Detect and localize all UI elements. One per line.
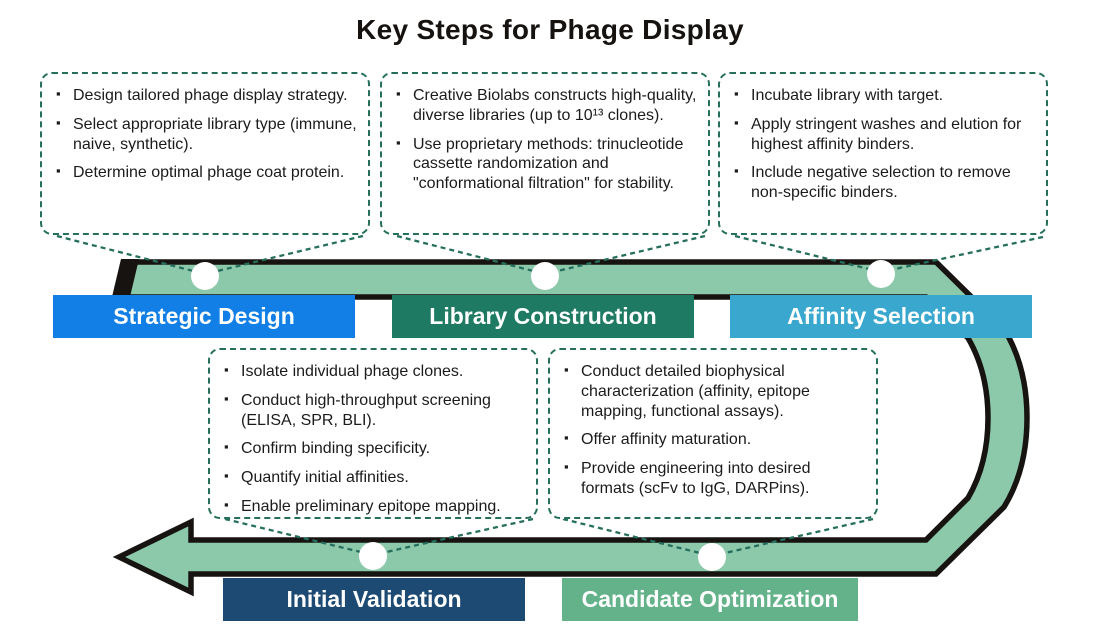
- bullet-item: ▪ Quantify initial affinities.: [218, 468, 528, 488]
- stage-label: Initial Validation: [286, 586, 462, 612]
- callout-candidate-optimization: [548, 348, 878, 519]
- bullet-item: ▪ Select appropriate library type (immune, naive, synthetic).: [50, 115, 360, 155]
- bullet-item: ▪ Apply stringent washes and elution for highest affinity binders.: [728, 115, 1038, 155]
- bullet-list: [558, 362, 868, 499]
- callout-affinity-selection: [718, 72, 1048, 235]
- connector-node: [867, 260, 895, 288]
- bullet-item: ▪ Design tailored phage display strategy.: [50, 86, 360, 106]
- stage-bar-initial-validation: [223, 578, 525, 621]
- bullet-item: ▪ Creative Biolabs constructs high-quality, diverse libraries (up to 10¹³ clones).: [390, 86, 700, 126]
- callout-library-construction: [380, 72, 710, 235]
- connector-node: [359, 542, 387, 570]
- stage-label: Library Construction: [429, 303, 657, 329]
- connector-node: [698, 543, 726, 571]
- stage-bar-library-construction: [392, 295, 694, 338]
- bullet-item: ▪ Isolate individual phage clones.: [218, 362, 528, 382]
- page-title: Key Steps for Phage Display: [356, 14, 744, 45]
- bullet-item: ▪ Use proprietary methods: trinucleotide cassette randomization and "conformational filtration" for stability.: [390, 135, 700, 194]
- callout-strategic-design: [40, 72, 370, 235]
- bullet-list: [390, 86, 700, 194]
- stage-label: Affinity Selection: [787, 303, 975, 329]
- bullet-item: ▪ Conduct detailed biophysical characterization (affinity, epitope mapping, functional assays).: [558, 362, 868, 421]
- bullet-item: ▪ Provide engineering into desired formats (scFv to IgG, DARPins).: [558, 459, 868, 499]
- bullet-item: ▪ Confirm binding specificity.: [218, 439, 528, 459]
- bullet-list: [728, 86, 1038, 203]
- bullet-item: ▪ Include negative selection to remove non-specific binders.: [728, 163, 1038, 203]
- bullet-list: [218, 362, 528, 517]
- stage-bar-strategic-design: [53, 295, 355, 338]
- bullet-item: ▪ Incubate library with target.: [728, 86, 1038, 106]
- stage-label: Strategic Design: [113, 303, 295, 329]
- bullet-item: ▪ Enable preliminary epitope mapping.: [218, 497, 528, 517]
- stage-label: Candidate Optimization: [581, 586, 839, 612]
- stage-bar-candidate-optimization: [562, 578, 858, 621]
- bullet-list: [50, 86, 360, 183]
- bullet-item: ▪ Offer affinity maturation.: [558, 430, 868, 450]
- stage-bar-affinity-selection: [730, 295, 1032, 338]
- bullet-item: ▪ Conduct high-throughput screening (ELISA, SPR, BLI).: [218, 391, 528, 431]
- callout-initial-validation: [208, 348, 538, 519]
- connector-node: [191, 262, 219, 290]
- connector-node: [531, 262, 559, 290]
- bullet-item: ▪ Determine optimal phage coat protein.: [50, 163, 360, 183]
